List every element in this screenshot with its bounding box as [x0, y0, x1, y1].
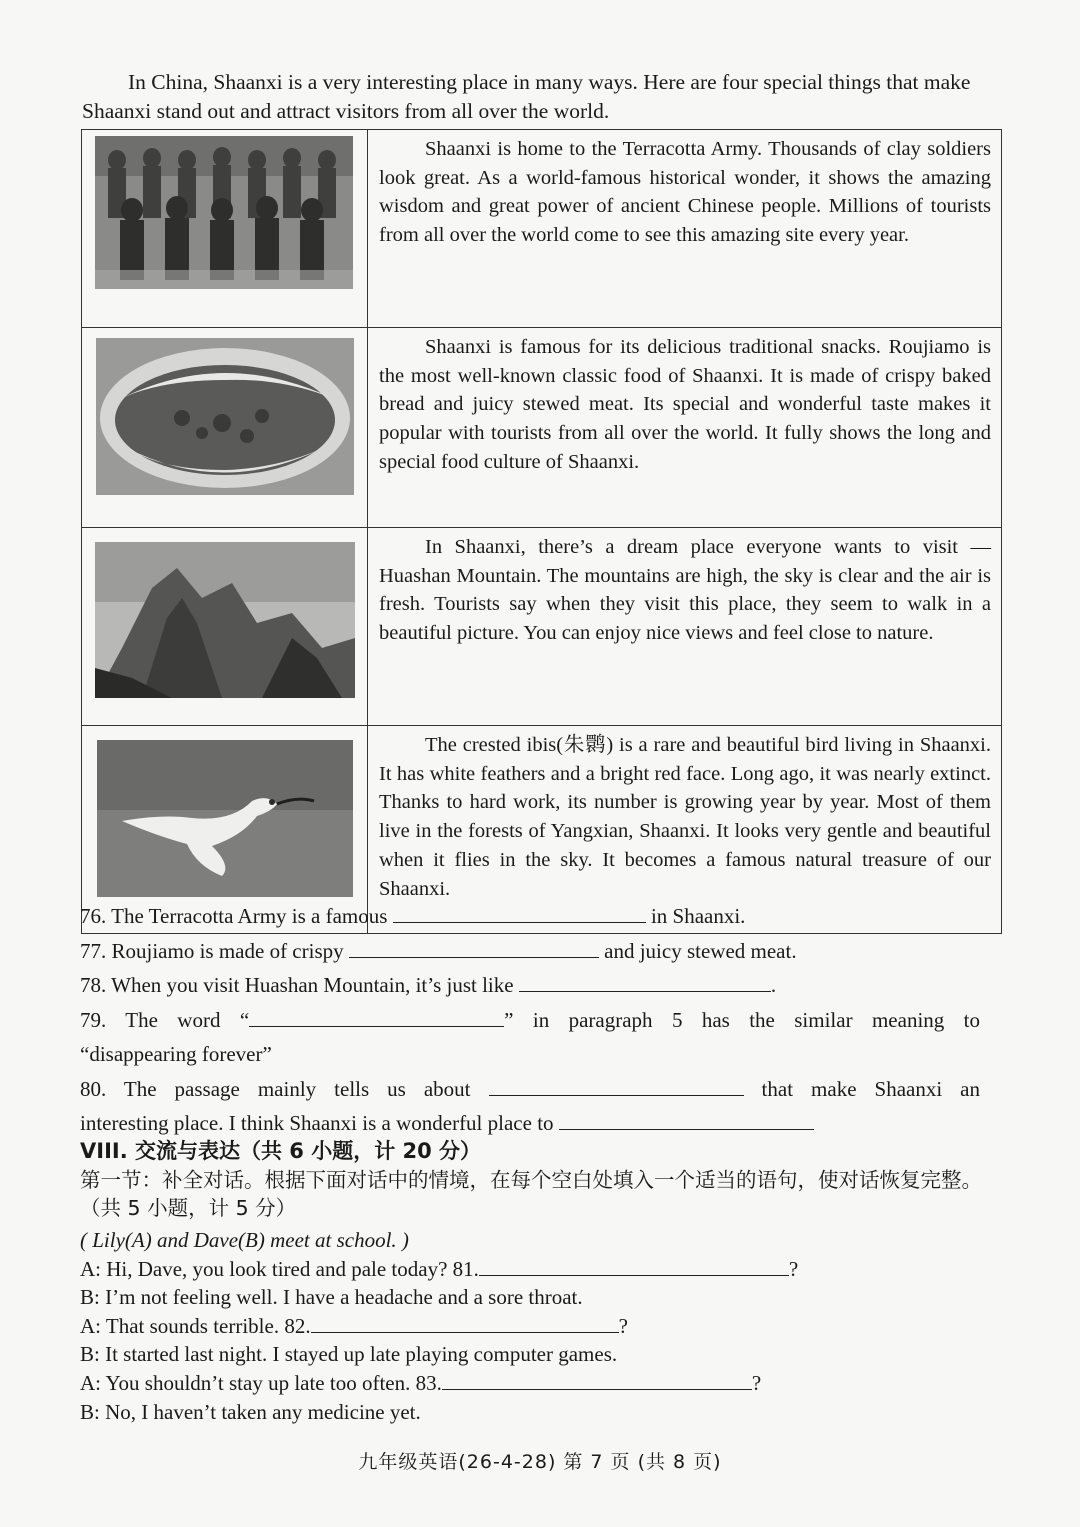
huashan-mountain-photo — [82, 528, 367, 714]
question-76-tail: in Shaanxi. — [650, 904, 746, 928]
terracotta-paragraph: Shaanxi is home to the Terracotta Army. Thousands of clay soldiers look great. As a world-famous historical wonder, it shows the amazing wisdom and great power of ancient Chinese people. Millions of tourists from all over the world come to see this amazing site every year. — [379, 138, 991, 247]
answer-blank-82[interactable] — [311, 1312, 619, 1333]
huashan-paragraph: In Shaanxi, there’s a dream place everyone wants to visit — Huashan Mountain. The mountains are high, the sky is clear and the air is fresh. Tourists say when they visit this place, they seem to walk in a beautiful picture. You can enjoy nice views and feel close to nature. — [379, 536, 991, 645]
question-79-tail: ” in paragraph 5 has the similar meaning to — [504, 1007, 980, 1032]
table-row — [82, 328, 1002, 528]
dialogue-line-a3 — [80, 1369, 990, 1398]
section-instructions: 第一节：补全对话。根据下面对话中的情境，在每个空白处填入一个适当的语句，使对话恢复完整。（共 5 小题，计 5 分） — [80, 1167, 982, 1220]
question-76-text: 76. The Terracotta Army is a famous — [80, 904, 388, 928]
answer-blank-78[interactable] — [519, 971, 771, 992]
section-viii — [80, 1137, 990, 1223]
answer-blank-81[interactable] — [479, 1255, 789, 1276]
question-80-mid: that make Shaanxi an — [761, 1076, 981, 1101]
question-77 — [80, 934, 980, 969]
image-cell — [82, 528, 368, 726]
section-heading: VIII. 交流与表达（共 6 小题，计 20 分） — [80, 1139, 482, 1163]
question-78-text: 78. When you visit Huashan Mountain, it’s just like — [80, 973, 514, 997]
question-80-text: 80. The passage mainly tells us about — [80, 1076, 471, 1101]
text-cell — [368, 328, 1002, 528]
dialogue-line-b2: B: It started last night. I stayed up late playing computer games. — [80, 1342, 618, 1367]
table-row — [82, 130, 1002, 328]
question-76 — [80, 899, 980, 934]
text-cell — [368, 130, 1002, 328]
answer-blank-77[interactable] — [349, 937, 599, 958]
question-77-text: 77. Roujiamo is made of crispy — [80, 938, 344, 963]
terracotta-army-photo — [82, 130, 367, 316]
answer-blank-80b[interactable] — [559, 1109, 814, 1130]
question-mark: ? — [618, 1313, 628, 1338]
question-79-cont: “disappearing forever” — [80, 1042, 272, 1066]
roujiamo-photo — [82, 328, 367, 516]
dialogue-scene: ( Lily(A) and Dave(B) meet at school. ) — [80, 1228, 409, 1252]
answer-blank-83[interactable] — [442, 1369, 752, 1390]
question-78 — [80, 968, 980, 1003]
dialogue-line-a1 — [80, 1255, 990, 1284]
text-cell — [368, 528, 1002, 726]
dialogue-line-text: A: That sounds terrible. 82. — [80, 1313, 311, 1338]
question-mark: ? — [788, 1256, 799, 1281]
image-cell — [82, 328, 368, 528]
intro-paragraph: In China, Shaanxi is a very interesting place in many ways. Here are four special things that make Shaanxi stand out and attract visitors from all over the world. — [82, 70, 971, 123]
answer-blank-76[interactable] — [393, 902, 646, 923]
page-footer: 九年级英语(26-4-28) 第 7 页 (共 8 页) — [358, 1451, 722, 1473]
question-78-period: . — [770, 973, 777, 997]
questions-76-80 — [80, 899, 980, 1141]
dialogue — [80, 1226, 990, 1426]
image-cell — [82, 130, 368, 328]
question-79-text: 79. The word “ — [80, 1007, 250, 1032]
dialogue-line-b3: B: No, I haven’t taken any medicine yet. — [80, 1399, 421, 1424]
question-80-cont — [80, 1106, 980, 1141]
question-79 — [80, 1003, 980, 1038]
answer-blank-80a[interactable] — [489, 1075, 744, 1096]
question-77-tail: and juicy stewed meat. — [604, 938, 797, 963]
dialogue-line-b1: B: I’m not feeling well. I have a headache and a sore throat. — [80, 1285, 583, 1310]
dialogue-line-text: A: You shouldn’t stay up late too often. 83. — [80, 1370, 442, 1395]
dialogue-line-a2 — [80, 1312, 990, 1341]
roujiamo-paragraph: Shaanxi is famous for its delicious traditional snacks. Roujiamo is the most well-known classic food of Shaanxi. It is made of crispy baked bread and juicy stewed meat. Its special and wonderful taste makes it popular with tourists from all over the world. It fully shows the long and special food culture of Shaanxi. — [379, 336, 991, 473]
dialogue-line-text: A: Hi, Dave, you look tired and pale today? 81. — [80, 1256, 479, 1281]
answer-blank-79[interactable] — [249, 1006, 504, 1027]
table-row — [82, 528, 1002, 726]
shaanxi-info-table — [81, 129, 1002, 934]
question-80-cont-text: interesting place. I think Shaanxi is a wonderful place to — [80, 1111, 554, 1135]
question-mark: ? — [751, 1370, 762, 1395]
question-80 — [80, 1072, 980, 1107]
ibis-paragraph: The crested ibis(朱鹮) is a rare and beautiful bird living in Shaanxi. It has white feathers and a bright red face. Long ago, it was nearly extinct. Thanks to hard work, its number is growing year by year. Most of them live in the forests of Yangxian, Shaanxi. It looks very gentle and beautiful when it flies in the sky. It becomes a famous natural treasure of our Shaanxi. — [379, 734, 991, 900]
crested-ibis-photo — [82, 726, 367, 922]
